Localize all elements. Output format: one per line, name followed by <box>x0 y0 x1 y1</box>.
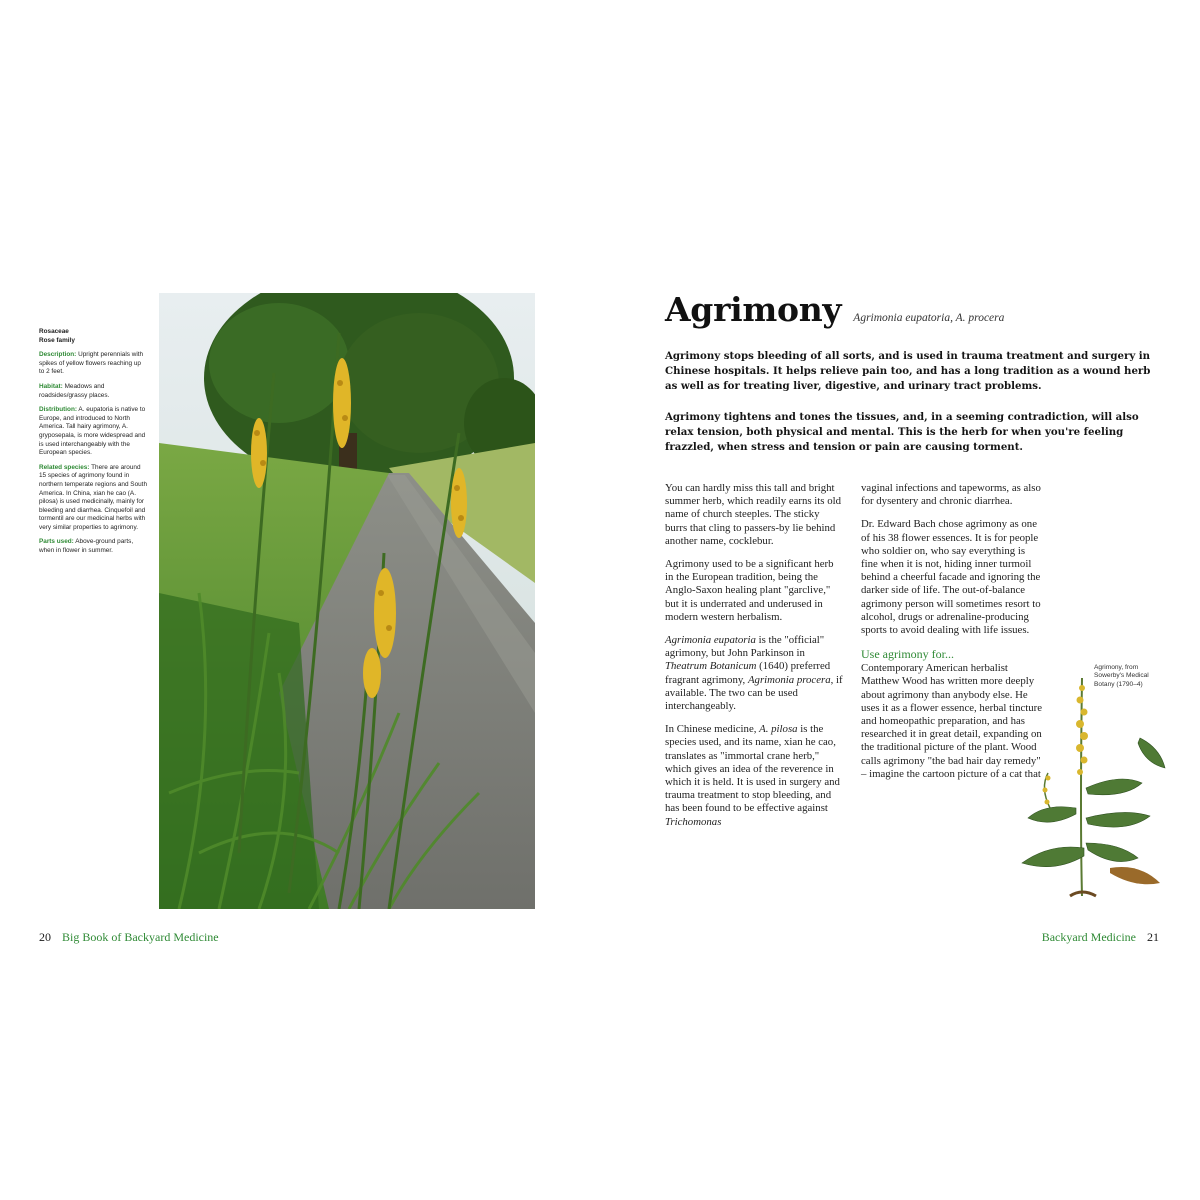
species-name: Agrimonia eupatoria <box>665 634 756 647</box>
text-run: is the "official" agrimony, but John Parkinson in <box>665 634 825 660</box>
family-common-name: Rose family <box>39 336 75 344</box>
herb-heading <box>665 290 1004 329</box>
family-latin-name: Rosaceae <box>39 328 69 335</box>
species-name: Agrimonia procera <box>747 673 831 686</box>
agrimony-roadside-photo <box>159 293 535 909</box>
species-name: Trichomonas <box>665 815 722 828</box>
col2-paragraph-1: vaginal infections and tapeworms, as also for dysentery and chronic diarrhea. <box>861 482 1041 508</box>
left-page-footer <box>39 930 219 945</box>
book-title-left: Big Book of Backyard Medicine <box>62 930 219 944</box>
sidebar-entry <box>39 464 147 533</box>
book-title-right: Backyard Medicine <box>1041 930 1136 944</box>
sidebar-entry-label: Distribution: <box>39 406 77 414</box>
col1-paragraph-3 <box>665 634 843 713</box>
col2-paragraph-2: Dr. Edward Bach chose agrimony as one of his 38 flower essences. It is for people who soldier on, who say everything is fine when it is not, hiding inner turmoil behind a cheerful facade and ignoring the darker side of life. The out-of-balance agrimony person will sometimes resort to alcohol, drugs or adrenaline-producing sports to avoid dealing with life issues. <box>861 518 1041 637</box>
sidebar-entry-text: There are around 15 species of agrimony found in northern temperate regions and South America. In China, xian he cao (A. pilosa) is used medicinally, mainly for bleeding and diarrhea. Cinquefoil and tormentil are our medicinal herbs with very similar properties to agrimony. <box>39 463 148 531</box>
intro-paragraph-2: Agrimony tightens and tones the tissues, and, in a seeming contradiction, will also relax tension, both physical and mental. This is the herb for when you're feeling frazzled, when stress and tension or pain are causing torment. <box>665 411 1139 454</box>
section-subheading: Use agrimony for... <box>861 647 954 662</box>
species-name: A. pilosa <box>759 723 798 736</box>
sidebar-entry-text: Meadows and roadsides/grassy places. <box>39 382 110 399</box>
intro-paragraph-1: Agrimony stops bleeding of all sorts, and is used in trauma treatment and surgery in Chinese hospitals. It helps relieve pain too, and has a long tradition as a wound herb as well as for treating liver, digestive, and urinary tract problems. <box>665 350 1151 393</box>
sidebar-entry-text: Above-ground parts, when in flower in summer. <box>39 538 134 555</box>
plant-info-sidebar <box>39 328 147 556</box>
page-number-right: 21 <box>1147 930 1159 944</box>
page-number-left: 20 <box>39 930 51 944</box>
sidebar-entry-label: Habitat: <box>39 382 63 390</box>
sidebar-entry <box>39 351 147 377</box>
col1-paragraph-4 <box>665 723 843 829</box>
sidebar-entry <box>39 383 147 400</box>
sidebar-entry <box>39 538 147 555</box>
book-reference: Theatrum Botanicum <box>665 660 757 673</box>
text-run: (1640) preferred fragrant agrimony, <box>665 660 831 686</box>
agrimony-botanical-illustration <box>1010 668 1170 904</box>
sidebar-entry-label: Parts used: <box>39 538 74 546</box>
text-run: is the species used, and its name, xian he cao, translates as "immortal crane herb," which gives an idea of the reverence in which it is held. It is used in surgery and trauma treatment to stop bleeding, and has been found to be effective against <box>665 723 840 815</box>
col1-paragraph-2: Agrimony used to be a significant herb in the European tradition, being the Anglo-Saxon healing plant "garclive," but it is underrated and underused in modern western herbalism. <box>665 558 834 623</box>
sidebar-entry <box>39 406 147 458</box>
text-column-1 <box>665 482 843 839</box>
page-title: Agrimony <box>665 290 842 329</box>
col1-paragraph-1: You can hardly miss this tall and bright summer herb, which readily earns its old name of church steeples. The sticky burrs that cling to passers-by lie behind another name, cocklebur. <box>665 482 842 547</box>
sidebar-entry-label: Description: <box>39 351 77 359</box>
sidebar-entry-label: Related species: <box>39 463 90 471</box>
sidebar-entry-text: Upright perennials with spikes of yellow flowers reaching up to 2 feet. <box>39 351 144 376</box>
text-run: , if available. The two can be used interchangeably. <box>665 673 843 713</box>
right-page-footer <box>1042 930 1159 945</box>
latin-name: Agrimonia eupatoria, A. procera <box>853 312 1005 324</box>
col2-paragraph-3: Contemporary American herbalist Matthew Wood has written more deeply about agrimony than anybody else. He uses it as a flower essence, herbal tincture and homeopathic preparation, and has researched it in great detail, expanding on the traditional picture of the plant. Wood calls agrimony "the bad hair day remedy" – imagine the cartoon picture of a cat that <box>861 662 1043 780</box>
sidebar-entry-text: A. eupatoria is native to Europe, and introduced to North America. Tall hairy agrimony, A. gryposepala, is more widespread and is used interchangeably with the European species. <box>39 406 146 457</box>
text-run: In Chinese medicine, <box>665 723 760 736</box>
illustration-caption: Agrimony, from Sowerby's Medical Botany (1790–4) <box>1094 664 1149 688</box>
